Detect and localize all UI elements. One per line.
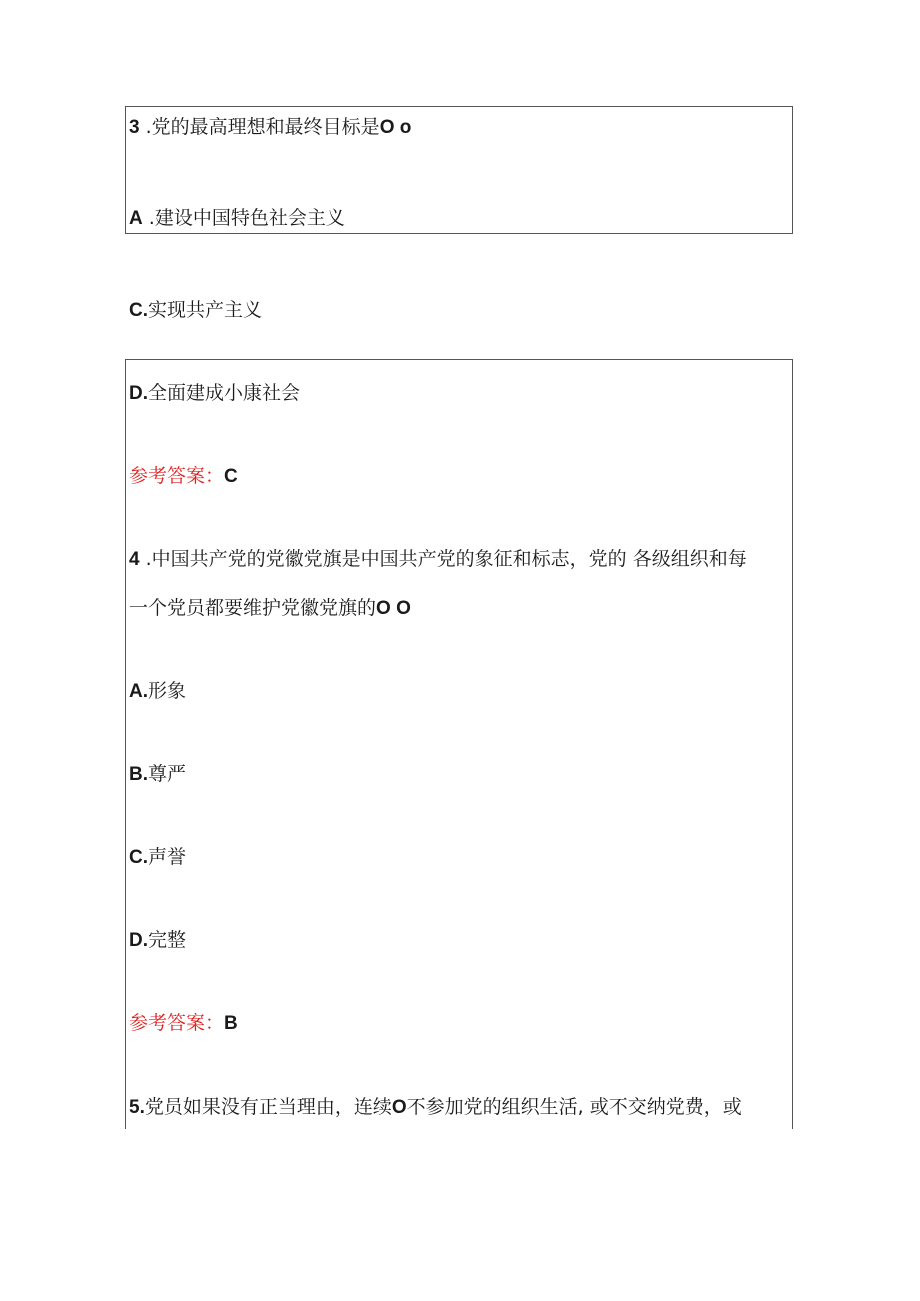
option-letter: C — [129, 847, 143, 868]
option-sep: . — [142, 764, 149, 785]
question-3-blank: O o — [379, 117, 412, 138]
question-3-option-d — [129, 380, 300, 407]
option-text: 建设中国特色社会主义 — [154, 207, 345, 229]
question-4-text-line2: 一个党员都要维护党徽党旗的 — [129, 597, 377, 619]
question-3-option-a — [129, 205, 345, 232]
option-letter: D — [129, 930, 143, 951]
question-3-answer — [129, 463, 238, 490]
question-4-option-d — [129, 927, 186, 954]
option-sep: . — [142, 930, 149, 951]
answer-label: 参考答案： — [129, 1012, 225, 1034]
question-5-text-after: 不参加党的组织生活, 或不交纳党费，或 — [406, 1096, 742, 1118]
question-5-sep: . — [139, 1097, 145, 1118]
question-3-text: 党的最高理想和最终目标是 — [151, 116, 380, 138]
question-5-number: 5 — [129, 1097, 140, 1118]
question-4-option-b — [129, 761, 186, 788]
question-3-option-c — [129, 297, 262, 324]
option-sep: . — [142, 847, 149, 868]
question-4-answer — [129, 1010, 238, 1037]
question-4-text-line1: 中国共产党的党徽党旗是中国共产党的象征和标志，党的 各级组织和每 — [151, 548, 747, 570]
question-4-blank: O O — [376, 598, 411, 619]
question-5-text-before: 党员如果没有正当理由，连续 — [144, 1096, 392, 1118]
option-letter: B — [129, 764, 143, 785]
question-5-blank: O — [391, 1097, 407, 1118]
question-4-stem-line2 — [129, 595, 411, 622]
option-letter: C — [129, 300, 143, 321]
question-4-sep: . — [139, 548, 152, 570]
option-sep: . — [142, 207, 155, 229]
question-3-sep: . — [139, 116, 152, 138]
option-letter: A — [129, 208, 143, 229]
answer-label: 参考答案： — [129, 465, 225, 487]
option-text: 尊严 — [148, 763, 187, 785]
question-5-stem — [129, 1094, 742, 1121]
option-letter: A — [129, 681, 143, 702]
option-sep: . — [142, 383, 149, 404]
question-4-option-a — [129, 678, 186, 705]
option-text: 全面建成小康社会 — [148, 382, 301, 404]
option-text: 完整 — [148, 929, 187, 951]
option-sep: . — [142, 300, 149, 321]
question-3-number: 3 — [129, 117, 140, 138]
question-3-stem — [129, 114, 411, 141]
option-text: 声誉 — [148, 846, 187, 868]
question-4-stem-line1 — [129, 546, 747, 573]
answer-value: B — [224, 1013, 238, 1034]
option-text: 形象 — [148, 680, 187, 702]
answer-value: C — [224, 466, 238, 487]
option-sep: . — [142, 681, 149, 702]
option-letter: D — [129, 383, 143, 404]
option-text: 实现共产主义 — [148, 299, 263, 321]
question-4-number: 4 — [129, 549, 140, 570]
question-4-option-c — [129, 844, 186, 871]
